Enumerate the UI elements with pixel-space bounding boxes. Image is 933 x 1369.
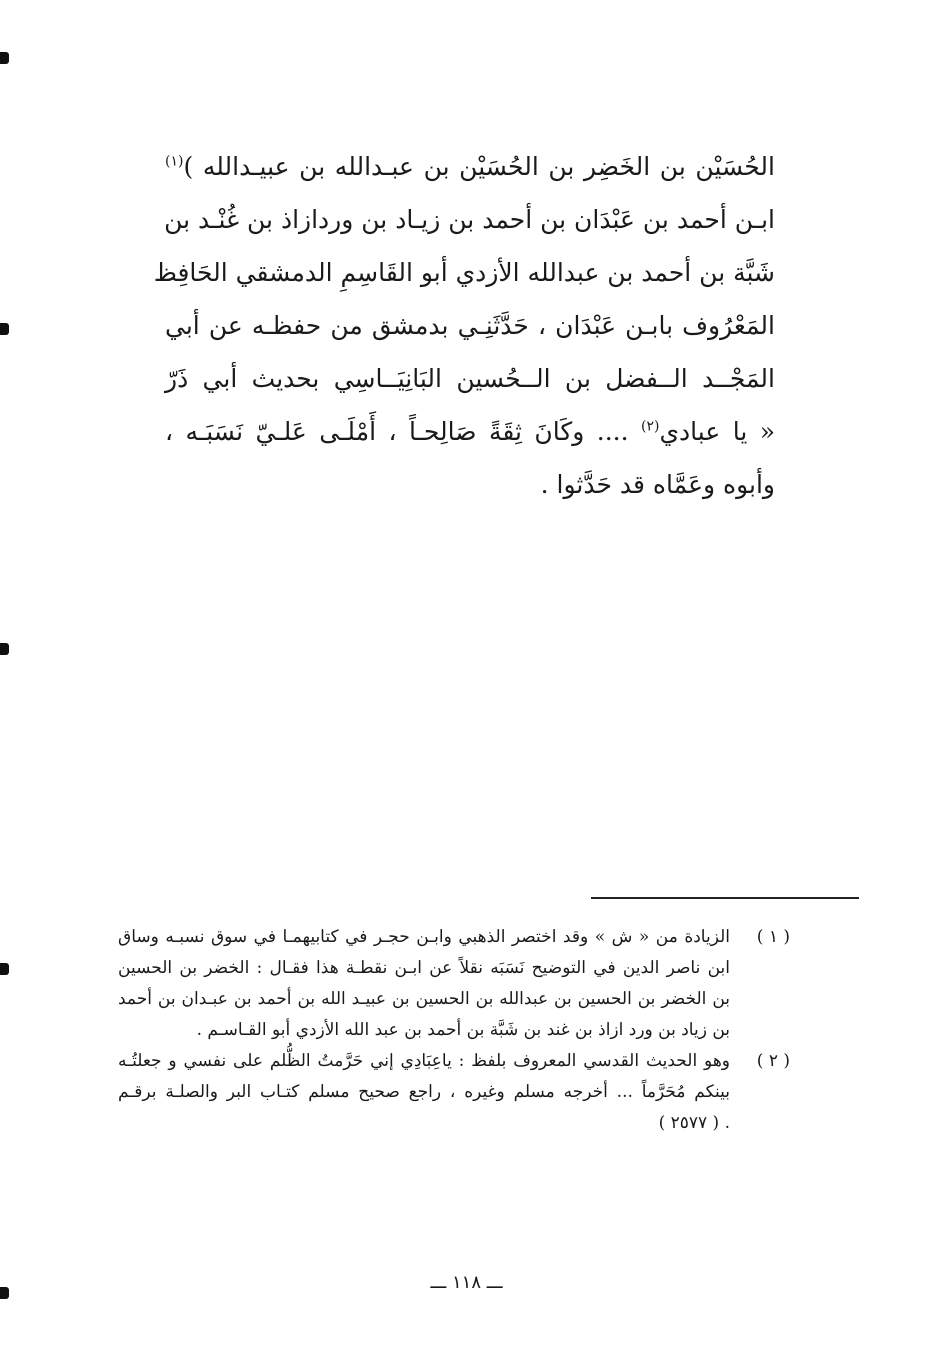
footnote-line: . ( ٢٥٧٧ ) <box>658 1113 730 1133</box>
text-line: وأبوه وعَمَّاه قد حَدَّثوا . <box>540 470 775 499</box>
footnote-line: وهو الحديث القدسي المعروف بلفظ : ياعِبَادِي إني حَرَّمتُ الظُّلم على نفسي و جعلتُـه <box>118 1051 730 1071</box>
footnote-line: بينكم مُحَرَّماً ... أخرجه مسلم وغيره ، راجع صحيح مسلم كتـاب البر والصلـة برقـم <box>118 1082 730 1102</box>
text-line: المَعْرُوف بابـن عَبْدَان ، حَدَّثَنِـي بدمشق من حفظـه عن أبي <box>165 311 775 340</box>
footnote-number: ( ١ ) <box>756 927 790 947</box>
footnote <box>118 1046 790 1139</box>
footnote-line: الزيادة من « ش » وقد اختصر الذهبي وابـن حجـر في كتابيهمـا في سوق نسبـه وساق <box>118 927 730 947</box>
footnote-line: بن زياد بن ورد ازاذ بن غند بن شَبَّة بن أحمد بن عبد الله الأزدي أبو القـاسـم . <box>196 1020 730 1040</box>
text-line: المَجْــد الــفضل بن الــحُسين البَانِيَــاسِي بحديث أبي ذَرّ <box>165 364 775 393</box>
text-line: الحُسَيْن بن الخَضِر بن الحُسَيْن بن عبـدالله بن عبيـدالله )$^{(١)}$ <box>165 152 775 181</box>
footnote-number: ( ٢ ) <box>756 1051 790 1071</box>
margin-mark <box>0 643 9 655</box>
footnote-separator <box>591 897 859 899</box>
footnote-line: ابن ناصر الدين في التوضيح نَسَبَه نقلاً عن ابـن نقطـة هذا فقـال : الخضر بن الحسين <box>118 958 730 978</box>
text-line: شَبَّة بن أحمد بن عبدالله الأزدي أبو القَاسِمِ الدمشقي الحَافِظ <box>153 258 775 287</box>
text-line: ابـن أحمد بن عَبْدَان بن أحمد بن زيـاد بن وردازاذ بن غُنْـد بن <box>164 205 775 234</box>
main-text <box>153 140 776 511</box>
page-number: ـــ ١١٨ ـــ <box>430 1272 503 1293</box>
footnote <box>118 922 790 1046</box>
footnote-ref: (٢) <box>641 418 660 435</box>
text-line: « يا عبادي$^{(٢)}$ .... وكَانَ ثِقَةً صَالِحـاً ، أَمْلَـى عَلـيّ نَسَبَـه ، <box>165 417 776 446</box>
footnotes <box>118 922 790 1139</box>
footnote-line: بن الخضر بن الحسين بن عبدالله بن الحسين بن عبيـد الله بن أحمد بن عبـدان بن أحمد <box>118 989 730 1009</box>
margin-mark <box>0 323 9 335</box>
footnote-ref: (١) <box>165 153 184 170</box>
margin-mark <box>0 963 9 975</box>
margin-mark <box>0 52 9 64</box>
